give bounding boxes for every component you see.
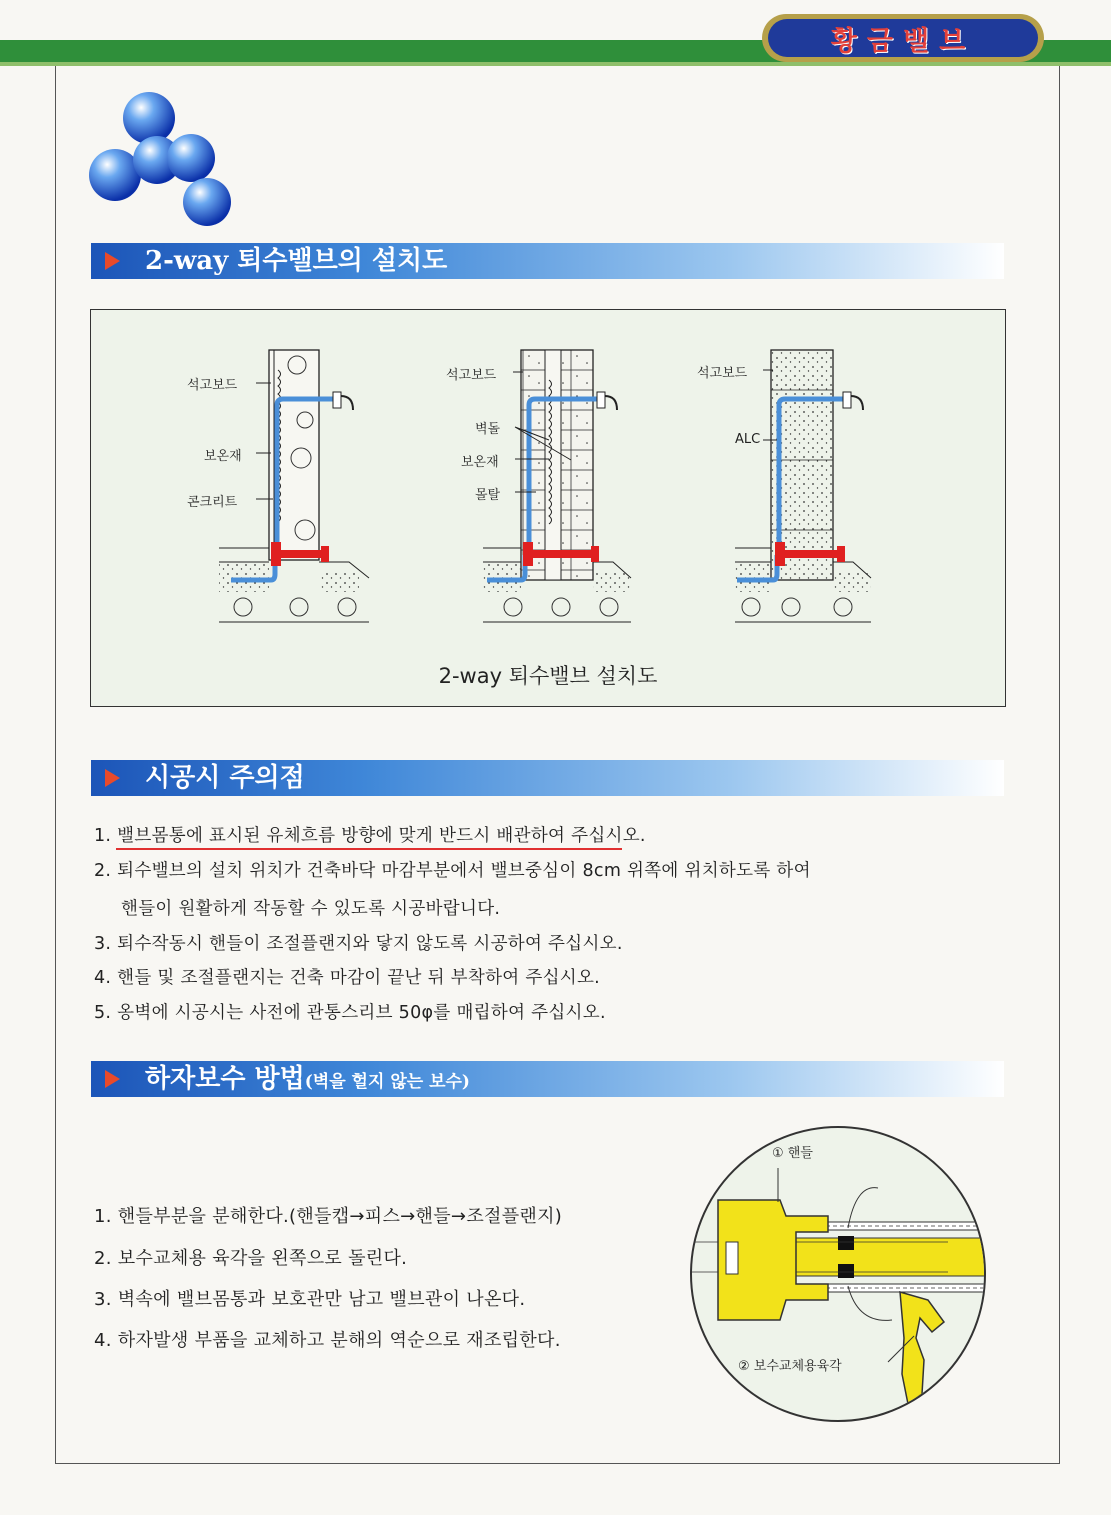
label-insulation-2: 보온재 bbox=[461, 455, 499, 470]
repair-step: 2. 보수교체용 육각을 왼쪽으로 돌린다. bbox=[94, 1248, 408, 1269]
installation-drawings bbox=[91, 310, 1005, 650]
precaution-item: 4. 핸들 및 조절플랜지는 건축 마감이 끝난 뒤 부착하여 주십시오. bbox=[94, 968, 601, 988]
bubbles-decoration bbox=[85, 90, 245, 230]
figure-alc-wall bbox=[735, 350, 871, 622]
figure-concrete-wall bbox=[219, 350, 369, 622]
arrow-icon bbox=[105, 1070, 120, 1088]
arrow-icon bbox=[105, 769, 120, 787]
label-handle: ① 핸들 bbox=[772, 1146, 813, 1161]
section-title bbox=[145, 1063, 470, 1098]
repair-subtitle: (벽을 헐지 않는 보수) bbox=[304, 1072, 470, 1092]
label-insulation-1: 보온재 bbox=[204, 449, 242, 464]
installation-diagram bbox=[90, 309, 1006, 707]
label-brick: 벽돌 bbox=[475, 422, 501, 437]
arrow-icon bbox=[105, 252, 120, 270]
figure-brick-wall bbox=[483, 350, 631, 622]
label-hex-tool: ② 보수교체용육각 bbox=[738, 1359, 842, 1374]
label-concrete: 콘크리트 bbox=[187, 495, 238, 510]
section-header-installation bbox=[91, 243, 1004, 279]
section-header-repair bbox=[91, 1061, 1004, 1097]
label-alc: ALC bbox=[735, 432, 761, 447]
section-title: 시공시 주의점 bbox=[145, 763, 305, 793]
diagram-caption: 2-way 퇴수밸브 설치도 bbox=[438, 664, 658, 688]
label-gypsum-2: 석고보드 bbox=[446, 368, 497, 383]
repair-detail-illustration bbox=[688, 1124, 988, 1424]
repair-step: 3. 벽속에 밸브몸통과 보호관만 남고 밸브관이 나온다. bbox=[94, 1289, 526, 1310]
label-gypsum-1: 석고보드 bbox=[187, 378, 238, 393]
label-mortar: 몰탈 bbox=[475, 488, 501, 503]
label-gypsum-3: 석고보드 bbox=[697, 366, 748, 381]
repair-step: 1. 핸들부분을 분해한다.(핸들캡→피스→핸들→조절플랜지) bbox=[94, 1206, 563, 1227]
brand-badge bbox=[762, 14, 1044, 62]
red-underline bbox=[116, 848, 622, 850]
repair-step: 4. 하자발생 부품을 교체하고 분해의 역순으로 재조립한다. bbox=[94, 1330, 561, 1351]
precaution-item: 2. 퇴수밸브의 설치 위치가 건축바닥 마감부분에서 밸브중심이 8cm 위쪽에 위치하도록 하여 bbox=[94, 861, 811, 881]
brand-name: 황금밸브 bbox=[830, 25, 976, 57]
precaution-item-continued: 핸들이 원활하게 작동할 수 있도록 시공바랍니다. bbox=[121, 899, 501, 919]
precaution-item: 1. 밸브몸통에 표시된 유체흐름 방향에 맞게 반드시 배관하여 주십시오. bbox=[94, 826, 646, 846]
precaution-item: 5. 옹벽에 시공시는 사전에 관통스리브 50φ를 매립하여 주십시오. bbox=[94, 1003, 606, 1023]
section-header-precautions bbox=[91, 760, 1004, 796]
section-title: 2-way 퇴수밸브의 설치도 bbox=[145, 246, 448, 276]
precaution-item: 3. 퇴수작동시 핸들이 조절플랜지와 닿지 않도록 시공하여 주십시오. bbox=[94, 934, 623, 954]
repair-title: 하자보수 방법 bbox=[145, 1064, 305, 1094]
